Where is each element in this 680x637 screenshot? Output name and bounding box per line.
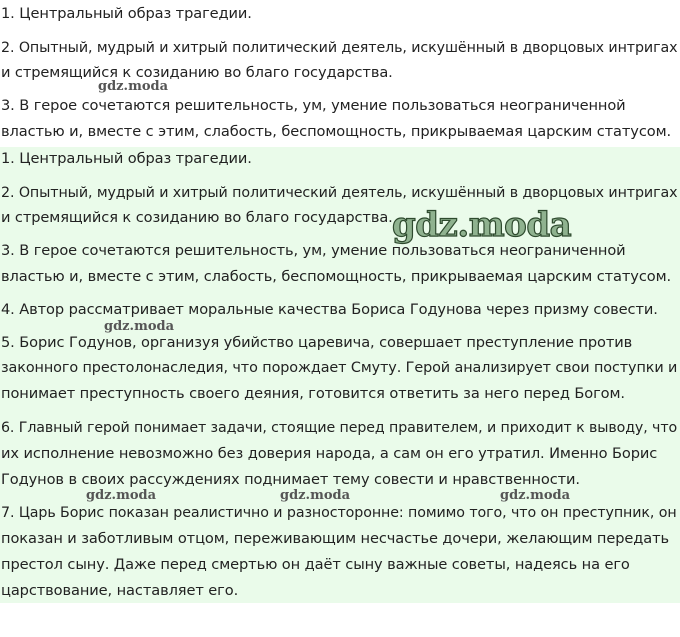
text-line: 3. В герое сочетаются решительность, ум, умение пользоваться неограниченной xyxy=(1,97,626,114)
text-line: властью и, вместе с этим, слабость, беспомощность, прикрываемая царским статусом. xyxy=(1,268,672,285)
text-line: 4. Автор рассматривает моральные качества Бориса Годунова через призму совести. xyxy=(1,301,658,318)
text-line: и стремящийся к созиданию во благо государства. xyxy=(1,209,393,226)
watermark: gdz.moda xyxy=(86,488,157,503)
watermark-large: gdz.moda xyxy=(392,205,572,245)
text-line: 5. Борис Годунов, организуя убийство царевича, совершает преступление против xyxy=(1,334,633,351)
watermark: gdz.moda xyxy=(104,319,175,334)
text-line: царствование, наставляет его. xyxy=(1,582,239,599)
text-line: понимает преступность своего деяния, готовится ответить за него перед Богом. xyxy=(1,385,625,402)
question-text-block xyxy=(0,0,680,147)
text-line: престол сыну. Даже перед смертью он даёт сыну важные советы, надеясь на его xyxy=(1,556,630,573)
watermark: gdz.moda xyxy=(98,79,169,94)
text-line: 1. Центральный образ трагедии. xyxy=(1,5,252,22)
text-line: законного престолонаследия, что порождает Смуту. Герой анализирует свои поступки и xyxy=(1,359,678,376)
text-line: 7. Царь Борис показан реалистично и разносторонне: помимо того, что он преступник, он xyxy=(1,504,677,521)
text-line: 1. Центральный образ трагедии. xyxy=(1,150,252,167)
text-line: их исполнение невозможно без доверия народа, а сам он его утратил. Именно Борис xyxy=(1,445,658,462)
text-line: 2. Опытный, мудрый и хитрый политический деятель, искушённый в дворцовых интригах xyxy=(1,184,678,201)
text-line: показан и заботливым отцом, переживающим несчастье дочери, желающим передать xyxy=(1,530,669,547)
text-line: и стремящийся к созиданию во благо государства. xyxy=(1,64,393,81)
text-line: 2. Опытный, мудрый и хитрый политический деятель, искушённый в дворцовых интригах xyxy=(1,39,678,56)
text-line: Годунов в своих рассуждениях поднимает тему совести и нравственности. xyxy=(1,471,580,488)
text-line: властью и, вместе с этим, слабость, беспомощность, прикрываемая царским статусом. xyxy=(1,123,672,140)
watermark: gdz.moda xyxy=(280,488,351,503)
text-line: 3. В герое сочетаются решительность, ум, умение пользоваться неограниченной xyxy=(1,242,626,259)
watermark: gdz.moda xyxy=(500,488,571,503)
text-line: 6. Главный герой понимает задачи, стоящие перед правителем, и приходит к выводу, что xyxy=(1,419,678,436)
